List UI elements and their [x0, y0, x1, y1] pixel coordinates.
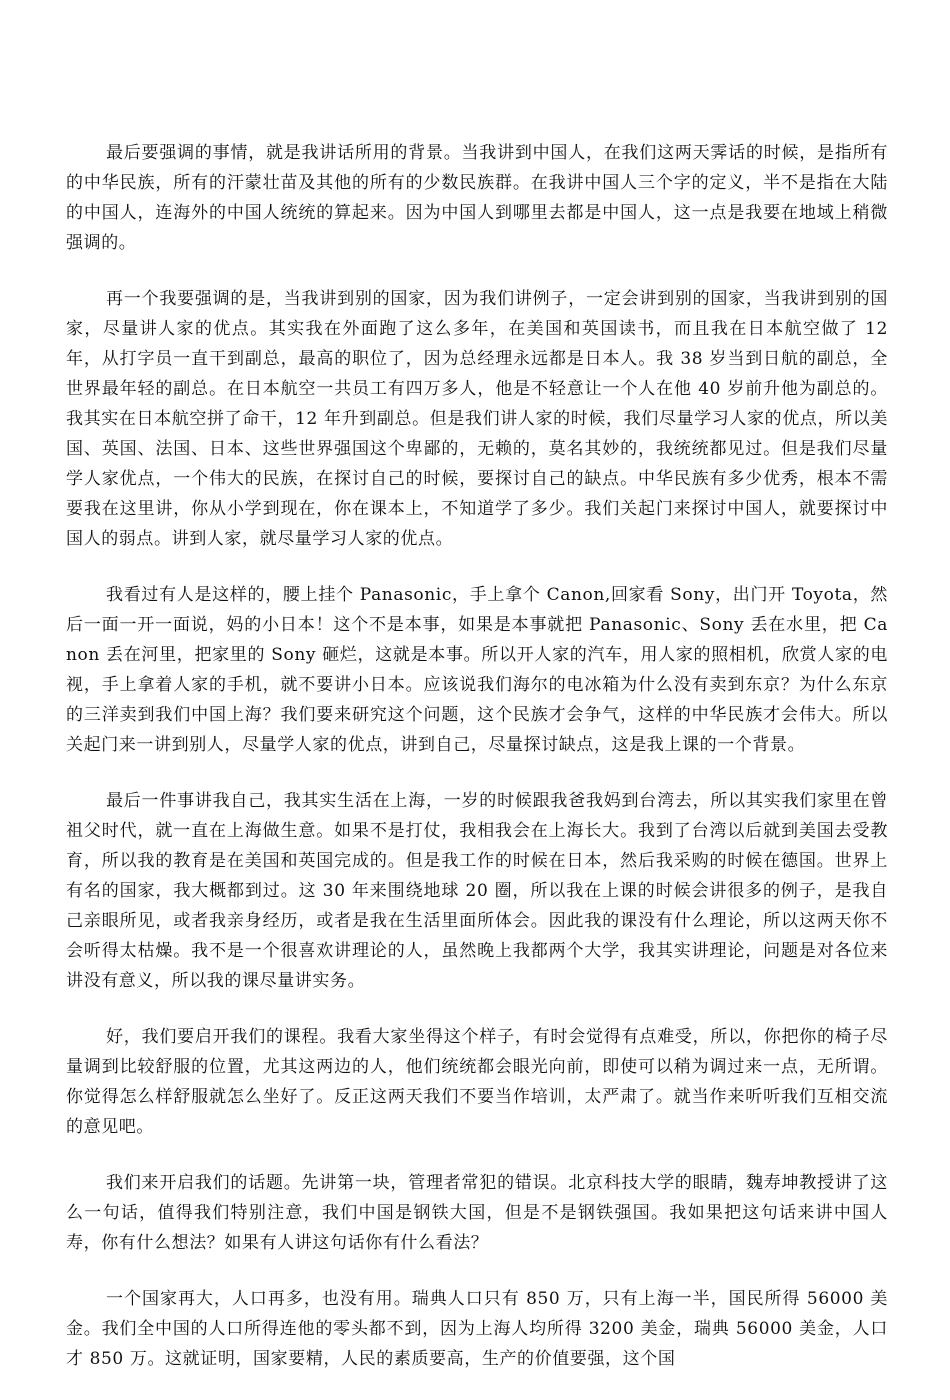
- document-body: [66, 138, 888, 1400]
- paragraph-sweden-example: 一个国家再大，人口再多，也没有用。瑞典人口只有 850 万，只有上海一半，国民所得 56000 美金。我们全中国的人口所得连他的零头都不到，因为上海人均所得 3200 美金，瑞典 56000 美金，人口才 850 万。这就证明，国家要精，人民的素质要高，生产的价值要强，这个国: [66, 1289, 888, 1369]
- paragraph-japanese-brands: 我看过有人是这样的，腰上挂个 Panasonic，手上拿个 Canon,回家看 Sony，出门开 Toyota，然后一面一开一面说，妈的小日本！这个不是本事，如果是本事就把 Panasonic、Sony 丢在水里，把 Canon 丢在河里，把家里的 Sony 砸烂，这就是本事。所以开人家的汽车，用人家的照相机，欣赏人家的电视，手上拿着人家的手机，就不要讲小日本。应该说我们海尔的电冰箱为什么没有卖到东京？为什么东京的三洋卖到我们中国上海？我们要来研究这个问题，这个民族才会争气，这样的中华民族才会伟大。所以关起门来一讲到别人，尽量学人家的优点，讲到自己，尽量探讨缺点，这是我上课的一个背景。: [66, 585, 888, 755]
- paragraph-about-self: 最后一件事讲我自己，我其实生活在上海，一岁的时候跟我爸我妈到台湾去，所以其实我们家里在曾祖父时代，就一直在上海做生意。如果不是打仗，我相我会在上海长大。我到了台湾以后就到美国去受教育，所以我的教育是在美国和英国完成的。但是我工作的时候在日本，然后我采购的时候在德国。世界上有名的国家，我大概都到过。这 30 年来围绕地球 20 圈，所以我在上课的时候会讲很多的例子，是我自己亲眼所见，或者我亲身经历，或者是我在生活里面所体会。因此我的课没有什么理论，所以这两天你不会听得太枯燥。我不是一个很喜欢讲理论的人，虽然晚上我都两个大学，我其实讲理论，问题是对各位来讲没有意义，所以我的课尽量讲实务。: [66, 791, 888, 991]
- paragraph-other-countries: 再一个我要强调的是，当我讲到别的国家，因为我们讲例子，一定会讲到别的国家，当我讲到别的国家，尽量讲人家的优点。其实我在外面跑了这么多年，在美国和英国读书，而且我在日本航空做了 12 年，从打字员一直干到副总，最高的职位了，因为总经理永远都是日本人。我 38 岁当到日航的副总，全世界最年轻的副总。在日本航空一共员工有四万多人，他是不轻意让一个人在他 40 岁前升他为副总的。我其实在日本航空拼了命干，12 年升到副总。但是我们讲人家的时候，我们尽量学习人家的优点，所以美国、英国、法国、日本、这些世界强国这个卑鄙的，无赖的，莫名其妙的，我统统都见过。但是我们尽量学人家优点，一个伟大的民族，在探讨自己的时候，要探讨自己的缺点。中华民族有多少优秀，根本不需要我在这里讲，你从小学到现在，你在课本上，不知道学了多少。我们关起门来探讨中国人，就要探讨中国人的弱点。讲到人家，就尽量学习人家的优点。: [66, 289, 888, 549]
- paragraph-start-course: 好，我们要启开我们的课程。我看大家坐得这个样子，有时会觉得有点难受，所以，你把你的椅子尽量调到比较舒服的位置，尤其这两边的人，他们统统都会眼光向前，即使可以稍为调过来一点，无所谓。你觉得怎么样舒服就怎么坐好了。反正这两天我们不要当作培训，太严肃了。就当作来听听我们互相交流的意见吧。: [66, 1027, 888, 1137]
- paragraph-background: 最后要强调的事情，就是我讲话所用的背景。当我讲到中国人，在我们这两天霁话的时候，是指所有的中华民族，所有的汗蒙壮苗及其他的所有的少数民族群。在我讲中国人三个字的定义，半不是指在大陆的中国人，连海外的中国人统统的算起来。因为中国人到哪里去都是中国人，这一点是我要在地域上稍微强调的。: [66, 143, 888, 253]
- paragraph-manager-mistakes: 我们来开启我们的话题。先讲第一块，管理者常犯的错误。北京科技大学的眼睛，魏寿坤教授讲了这么一句话，值得我们特别注意，我们中国是钢铁大国，但是不是钢铁强国。我如果把这句话来讲中国人寿，你有什么想法？如果有人讲这句话你有什么看法？: [66, 1173, 888, 1253]
